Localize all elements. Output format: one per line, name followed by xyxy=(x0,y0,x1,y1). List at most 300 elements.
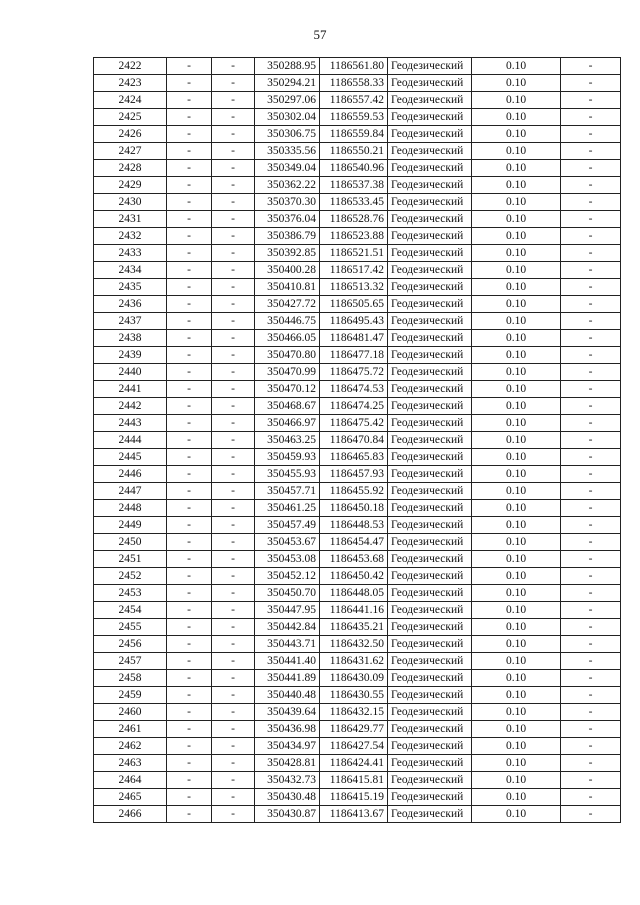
y-coordinate-cell: 1186430.09 xyxy=(320,670,388,687)
accuracy-cell: 0.10 xyxy=(472,772,561,789)
table-row xyxy=(94,364,621,381)
note-cell: - xyxy=(561,75,621,92)
table-row xyxy=(94,687,621,704)
table-row xyxy=(94,466,621,483)
point-number-cell: 2433 xyxy=(94,245,167,262)
note-cell: - xyxy=(561,347,621,364)
accuracy-cell: 0.10 xyxy=(472,534,561,551)
empty-cell-b: - xyxy=(212,194,255,211)
empty-cell-a: - xyxy=(167,602,212,619)
point-number-cell: 2438 xyxy=(94,330,167,347)
empty-cell-a: - xyxy=(167,483,212,500)
accuracy-cell: 0.10 xyxy=(472,602,561,619)
method-cell: Геодезический xyxy=(388,415,472,432)
method-cell: Геодезический xyxy=(388,160,472,177)
x-coordinate-cell: 350452.12 xyxy=(255,568,320,585)
point-number-cell: 2423 xyxy=(94,75,167,92)
empty-cell-a: - xyxy=(167,381,212,398)
table-row xyxy=(94,58,621,75)
x-coordinate-cell: 350461.25 xyxy=(255,500,320,517)
point-number-cell: 2440 xyxy=(94,364,167,381)
table-row xyxy=(94,245,621,262)
x-coordinate-cell: 350442.84 xyxy=(255,619,320,636)
point-number-cell: 2448 xyxy=(94,500,167,517)
table-row xyxy=(94,500,621,517)
note-cell: - xyxy=(561,92,621,109)
empty-cell-b: - xyxy=(212,483,255,500)
method-cell: Геодезический xyxy=(388,806,472,823)
y-coordinate-cell: 1186448.53 xyxy=(320,517,388,534)
empty-cell-b: - xyxy=(212,75,255,92)
method-cell: Геодезический xyxy=(388,347,472,364)
point-number-cell: 2436 xyxy=(94,296,167,313)
accuracy-cell: 0.10 xyxy=(472,347,561,364)
note-cell: - xyxy=(561,58,621,75)
point-number-cell: 2432 xyxy=(94,228,167,245)
table-row xyxy=(94,228,621,245)
note-cell: - xyxy=(561,160,621,177)
point-number-cell: 2443 xyxy=(94,415,167,432)
empty-cell-a: - xyxy=(167,687,212,704)
y-coordinate-cell: 1186432.50 xyxy=(320,636,388,653)
method-cell: Геодезический xyxy=(388,143,472,160)
table-row xyxy=(94,398,621,415)
table-row xyxy=(94,92,621,109)
point-number-cell: 2455 xyxy=(94,619,167,636)
empty-cell-a: - xyxy=(167,109,212,126)
empty-cell-b: - xyxy=(212,160,255,177)
y-coordinate-cell: 1186432.15 xyxy=(320,704,388,721)
accuracy-cell: 0.10 xyxy=(472,636,561,653)
y-coordinate-cell: 1186495.43 xyxy=(320,313,388,330)
table-row xyxy=(94,517,621,534)
empty-cell-a: - xyxy=(167,517,212,534)
accuracy-cell: 0.10 xyxy=(472,415,561,432)
point-number-cell: 2462 xyxy=(94,738,167,755)
point-number-cell: 2427 xyxy=(94,143,167,160)
x-coordinate-cell: 350459.93 xyxy=(255,449,320,466)
accuracy-cell: 0.10 xyxy=(472,177,561,194)
empty-cell-b: - xyxy=(212,687,255,704)
method-cell: Геодезический xyxy=(388,330,472,347)
method-cell: Геодезический xyxy=(388,245,472,262)
method-cell: Геодезический xyxy=(388,619,472,636)
note-cell: - xyxy=(561,364,621,381)
y-coordinate-cell: 1186521.51 xyxy=(320,245,388,262)
note-cell: - xyxy=(561,313,621,330)
y-coordinate-cell: 1186450.18 xyxy=(320,500,388,517)
x-coordinate-cell: 350386.79 xyxy=(255,228,320,245)
point-number-cell: 2453 xyxy=(94,585,167,602)
point-number-cell: 2461 xyxy=(94,721,167,738)
point-number-cell: 2445 xyxy=(94,449,167,466)
accuracy-cell: 0.10 xyxy=(472,279,561,296)
empty-cell-a: - xyxy=(167,806,212,823)
note-cell: - xyxy=(561,806,621,823)
empty-cell-b: - xyxy=(212,517,255,534)
point-number-cell: 2426 xyxy=(94,126,167,143)
point-number-cell: 2422 xyxy=(94,58,167,75)
accuracy-cell: 0.10 xyxy=(472,551,561,568)
note-cell: - xyxy=(561,772,621,789)
empty-cell-b: - xyxy=(212,415,255,432)
x-coordinate-cell: 350362.22 xyxy=(255,177,320,194)
y-coordinate-cell: 1186559.84 xyxy=(320,126,388,143)
accuracy-cell: 0.10 xyxy=(472,517,561,534)
table-row xyxy=(94,534,621,551)
point-number-cell: 2439 xyxy=(94,347,167,364)
method-cell: Геодезический xyxy=(388,466,472,483)
method-cell: Геодезический xyxy=(388,670,472,687)
method-cell: Геодезический xyxy=(388,789,472,806)
table-row xyxy=(94,704,621,721)
point-number-cell: 2457 xyxy=(94,653,167,670)
note-cell: - xyxy=(561,670,621,687)
empty-cell-b: - xyxy=(212,653,255,670)
accuracy-cell: 0.10 xyxy=(472,143,561,160)
empty-cell-a: - xyxy=(167,262,212,279)
accuracy-cell: 0.10 xyxy=(472,466,561,483)
method-cell: Геодезический xyxy=(388,364,472,381)
empty-cell-a: - xyxy=(167,500,212,517)
x-coordinate-cell: 350470.99 xyxy=(255,364,320,381)
table-row xyxy=(94,636,621,653)
accuracy-cell: 0.10 xyxy=(472,126,561,143)
empty-cell-b: - xyxy=(212,806,255,823)
method-cell: Геодезический xyxy=(388,109,472,126)
y-coordinate-cell: 1186474.53 xyxy=(320,381,388,398)
note-cell: - xyxy=(561,551,621,568)
empty-cell-a: - xyxy=(167,636,212,653)
table-row xyxy=(94,619,621,636)
table-row xyxy=(94,109,621,126)
y-coordinate-cell: 1186523.88 xyxy=(320,228,388,245)
method-cell: Геодезический xyxy=(388,58,472,75)
accuracy-cell: 0.10 xyxy=(472,738,561,755)
empty-cell-b: - xyxy=(212,755,255,772)
note-cell: - xyxy=(561,568,621,585)
table-row xyxy=(94,75,621,92)
empty-cell-b: - xyxy=(212,500,255,517)
note-cell: - xyxy=(561,211,621,228)
point-number-cell: 2424 xyxy=(94,92,167,109)
point-number-cell: 2425 xyxy=(94,109,167,126)
y-coordinate-cell: 1186435.21 xyxy=(320,619,388,636)
method-cell: Геодезический xyxy=(388,177,472,194)
note-cell: - xyxy=(561,262,621,279)
note-cell: - xyxy=(561,279,621,296)
accuracy-cell: 0.10 xyxy=(472,160,561,177)
accuracy-cell: 0.10 xyxy=(472,194,561,211)
empty-cell-b: - xyxy=(212,772,255,789)
method-cell: Геодезический xyxy=(388,500,472,517)
empty-cell-a: - xyxy=(167,568,212,585)
note-cell: - xyxy=(561,585,621,602)
method-cell: Геодезический xyxy=(388,449,472,466)
point-number-cell: 2444 xyxy=(94,432,167,449)
accuracy-cell: 0.10 xyxy=(472,313,561,330)
empty-cell-a: - xyxy=(167,143,212,160)
note-cell: - xyxy=(561,126,621,143)
note-cell: - xyxy=(561,517,621,534)
x-coordinate-cell: 350453.08 xyxy=(255,551,320,568)
accuracy-cell: 0.10 xyxy=(472,568,561,585)
page-number: 57 xyxy=(313,27,327,42)
empty-cell-b: - xyxy=(212,279,255,296)
method-cell: Геодезический xyxy=(388,75,472,92)
empty-cell-a: - xyxy=(167,211,212,228)
point-number-cell: 2464 xyxy=(94,772,167,789)
table-row xyxy=(94,789,621,806)
empty-cell-b: - xyxy=(212,126,255,143)
accuracy-cell: 0.10 xyxy=(472,75,561,92)
note-cell: - xyxy=(561,483,621,500)
empty-cell-b: - xyxy=(212,364,255,381)
x-coordinate-cell: 350430.48 xyxy=(255,789,320,806)
note-cell: - xyxy=(561,466,621,483)
y-coordinate-cell: 1186561.80 xyxy=(320,58,388,75)
table-row xyxy=(94,160,621,177)
y-coordinate-cell: 1186559.53 xyxy=(320,109,388,126)
table-row xyxy=(94,177,621,194)
accuracy-cell: 0.10 xyxy=(472,687,561,704)
x-coordinate-cell: 350434.97 xyxy=(255,738,320,755)
note-cell: - xyxy=(561,500,621,517)
note-cell: - xyxy=(561,687,621,704)
empty-cell-a: - xyxy=(167,466,212,483)
accuracy-cell: 0.10 xyxy=(472,704,561,721)
method-cell: Геодезический xyxy=(388,551,472,568)
y-coordinate-cell: 1186517.42 xyxy=(320,262,388,279)
note-cell: - xyxy=(561,143,621,160)
method-cell: Геодезический xyxy=(388,653,472,670)
point-number-cell: 2441 xyxy=(94,381,167,398)
x-coordinate-cell: 350453.67 xyxy=(255,534,320,551)
table-row xyxy=(94,738,621,755)
method-cell: Геодезический xyxy=(388,194,472,211)
x-coordinate-cell: 350370.30 xyxy=(255,194,320,211)
method-cell: Геодезический xyxy=(388,721,472,738)
empty-cell-a: - xyxy=(167,449,212,466)
table-row xyxy=(94,585,621,602)
empty-cell-b: - xyxy=(212,109,255,126)
empty-cell-a: - xyxy=(167,653,212,670)
table-row xyxy=(94,415,621,432)
table-row xyxy=(94,551,621,568)
point-number-cell: 2451 xyxy=(94,551,167,568)
empty-cell-a: - xyxy=(167,432,212,449)
empty-cell-b: - xyxy=(212,245,255,262)
note-cell: - xyxy=(561,602,621,619)
empty-cell-a: - xyxy=(167,755,212,772)
point-number-cell: 2447 xyxy=(94,483,167,500)
method-cell: Геодезический xyxy=(388,517,472,534)
empty-cell-b: - xyxy=(212,721,255,738)
note-cell: - xyxy=(561,330,621,347)
empty-cell-b: - xyxy=(212,381,255,398)
table-row xyxy=(94,330,621,347)
empty-cell-a: - xyxy=(167,789,212,806)
method-cell: Геодезический xyxy=(388,313,472,330)
x-coordinate-cell: 350468.67 xyxy=(255,398,320,415)
x-coordinate-cell: 350297.06 xyxy=(255,92,320,109)
accuracy-cell: 0.10 xyxy=(472,262,561,279)
note-cell: - xyxy=(561,704,621,721)
note-cell: - xyxy=(561,738,621,755)
y-coordinate-cell: 1186450.42 xyxy=(320,568,388,585)
empty-cell-a: - xyxy=(167,75,212,92)
method-cell: Геодезический xyxy=(388,296,472,313)
note-cell: - xyxy=(561,789,621,806)
accuracy-cell: 0.10 xyxy=(472,789,561,806)
accuracy-cell: 0.10 xyxy=(472,364,561,381)
x-coordinate-cell: 350427.72 xyxy=(255,296,320,313)
y-coordinate-cell: 1186454.47 xyxy=(320,534,388,551)
empty-cell-b: - xyxy=(212,636,255,653)
empty-cell-a: - xyxy=(167,738,212,755)
method-cell: Геодезический xyxy=(388,92,472,109)
accuracy-cell: 0.10 xyxy=(472,398,561,415)
accuracy-cell: 0.10 xyxy=(472,619,561,636)
table-row xyxy=(94,381,621,398)
method-cell: Геодезический xyxy=(388,483,472,500)
point-number-cell: 2429 xyxy=(94,177,167,194)
empty-cell-a: - xyxy=(167,670,212,687)
empty-cell-b: - xyxy=(212,398,255,415)
y-coordinate-cell: 1186540.96 xyxy=(320,160,388,177)
accuracy-cell: 0.10 xyxy=(472,381,561,398)
x-coordinate-cell: 350450.70 xyxy=(255,585,320,602)
x-coordinate-cell: 350466.97 xyxy=(255,415,320,432)
x-coordinate-cell: 350457.71 xyxy=(255,483,320,500)
x-coordinate-cell: 350400.28 xyxy=(255,262,320,279)
empty-cell-a: - xyxy=(167,126,212,143)
empty-cell-b: - xyxy=(212,602,255,619)
note-cell: - xyxy=(561,619,621,636)
x-coordinate-cell: 350470.12 xyxy=(255,381,320,398)
point-number-cell: 2434 xyxy=(94,262,167,279)
empty-cell-b: - xyxy=(212,313,255,330)
x-coordinate-cell: 350447.95 xyxy=(255,602,320,619)
table-row xyxy=(94,126,621,143)
empty-cell-b: - xyxy=(212,704,255,721)
empty-cell-b: - xyxy=(212,330,255,347)
empty-cell-a: - xyxy=(167,330,212,347)
empty-cell-b: - xyxy=(212,58,255,75)
y-coordinate-cell: 1186453.68 xyxy=(320,551,388,568)
table-row xyxy=(94,670,621,687)
y-coordinate-cell: 1186557.42 xyxy=(320,92,388,109)
empty-cell-a: - xyxy=(167,194,212,211)
y-coordinate-cell: 1186448.05 xyxy=(320,585,388,602)
x-coordinate-cell: 350470.80 xyxy=(255,347,320,364)
note-cell: - xyxy=(561,449,621,466)
x-coordinate-cell: 350439.64 xyxy=(255,704,320,721)
method-cell: Геодезический xyxy=(388,568,472,585)
point-number-cell: 2442 xyxy=(94,398,167,415)
empty-cell-b: - xyxy=(212,177,255,194)
method-cell: Геодезический xyxy=(388,381,472,398)
x-coordinate-cell: 350463.25 xyxy=(255,432,320,449)
empty-cell-b: - xyxy=(212,534,255,551)
note-cell: - xyxy=(561,721,621,738)
y-coordinate-cell: 1186558.33 xyxy=(320,75,388,92)
note-cell: - xyxy=(561,432,621,449)
method-cell: Геодезический xyxy=(388,211,472,228)
empty-cell-a: - xyxy=(167,721,212,738)
table-row xyxy=(94,432,621,449)
note-cell: - xyxy=(561,636,621,653)
x-coordinate-cell: 350376.04 xyxy=(255,211,320,228)
method-cell: Геодезический xyxy=(388,755,472,772)
method-cell: Геодезический xyxy=(388,687,472,704)
point-number-cell: 2465 xyxy=(94,789,167,806)
method-cell: Геодезический xyxy=(388,432,472,449)
empty-cell-a: - xyxy=(167,92,212,109)
note-cell: - xyxy=(561,381,621,398)
x-coordinate-cell: 350294.21 xyxy=(255,75,320,92)
x-coordinate-cell: 350441.40 xyxy=(255,653,320,670)
accuracy-cell: 0.10 xyxy=(472,806,561,823)
empty-cell-a: - xyxy=(167,58,212,75)
empty-cell-b: - xyxy=(212,551,255,568)
y-coordinate-cell: 1186457.93 xyxy=(320,466,388,483)
accuracy-cell: 0.10 xyxy=(472,755,561,772)
method-cell: Геодезический xyxy=(388,704,472,721)
empty-cell-b: - xyxy=(212,228,255,245)
x-coordinate-cell: 350441.89 xyxy=(255,670,320,687)
y-coordinate-cell: 1186455.92 xyxy=(320,483,388,500)
y-coordinate-cell: 1186470.84 xyxy=(320,432,388,449)
note-cell: - xyxy=(561,755,621,772)
method-cell: Геодезический xyxy=(388,228,472,245)
x-coordinate-cell: 350443.71 xyxy=(255,636,320,653)
table-row xyxy=(94,194,621,211)
empty-cell-b: - xyxy=(212,789,255,806)
accuracy-cell: 0.10 xyxy=(472,585,561,602)
x-coordinate-cell: 350432.73 xyxy=(255,772,320,789)
x-coordinate-cell: 350410.81 xyxy=(255,279,320,296)
table-row xyxy=(94,279,621,296)
method-cell: Геодезический xyxy=(388,772,472,789)
y-coordinate-cell: 1186481.47 xyxy=(320,330,388,347)
table-row xyxy=(94,653,621,670)
accuracy-cell: 0.10 xyxy=(472,109,561,126)
accuracy-cell: 0.10 xyxy=(472,500,561,517)
method-cell: Геодезический xyxy=(388,602,472,619)
table-row xyxy=(94,806,621,823)
empty-cell-a: - xyxy=(167,279,212,296)
empty-cell-a: - xyxy=(167,313,212,330)
accuracy-cell: 0.10 xyxy=(472,670,561,687)
note-cell: - xyxy=(561,415,621,432)
y-coordinate-cell: 1186427.54 xyxy=(320,738,388,755)
point-number-cell: 2435 xyxy=(94,279,167,296)
y-coordinate-cell: 1186431.62 xyxy=(320,653,388,670)
accuracy-cell: 0.10 xyxy=(472,296,561,313)
note-cell: - xyxy=(561,109,621,126)
point-number-cell: 2450 xyxy=(94,534,167,551)
y-coordinate-cell: 1186475.72 xyxy=(320,364,388,381)
x-coordinate-cell: 350302.04 xyxy=(255,109,320,126)
point-number-cell: 2459 xyxy=(94,687,167,704)
table-row xyxy=(94,347,621,364)
point-number-cell: 2466 xyxy=(94,806,167,823)
y-coordinate-cell: 1186477.18 xyxy=(320,347,388,364)
empty-cell-a: - xyxy=(167,364,212,381)
empty-cell-b: - xyxy=(212,296,255,313)
note-cell: - xyxy=(561,194,621,211)
